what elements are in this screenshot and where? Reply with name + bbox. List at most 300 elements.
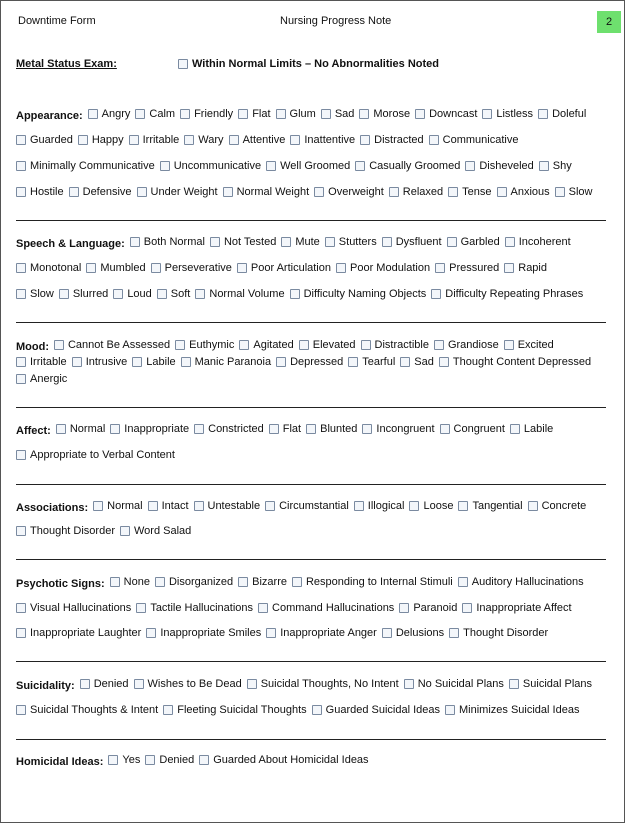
- checkbox[interactable]: [134, 679, 144, 689]
- checkbox[interactable]: [258, 603, 268, 613]
- option-label: Blunted: [320, 423, 358, 435]
- option-label: Thought Disorder: [30, 525, 115, 537]
- speech-option-not-tested[interactable]: [210, 235, 276, 249]
- speech-option-difficulty-naming-objects[interactable]: [290, 287, 427, 301]
- checkbox[interactable]: [336, 263, 346, 273]
- checkbox[interactable]: [86, 263, 96, 273]
- checkbox[interactable]: [238, 577, 248, 587]
- checkbox[interactable]: [16, 161, 26, 171]
- affect-option-appropriate-to-verbal-content[interactable]: [16, 448, 175, 462]
- associations-option-intact[interactable]: [148, 499, 189, 513]
- suicidality-option-guarded-suicidal-ideas[interactable]: [312, 703, 440, 717]
- speech-option-both-normal[interactable]: [130, 235, 205, 249]
- checkbox[interactable]: [431, 289, 441, 299]
- checkbox[interactable]: [462, 603, 472, 613]
- checkbox[interactable]: [299, 340, 309, 350]
- mood-option-distractible[interactable]: [361, 338, 429, 352]
- checkbox[interactable]: [434, 340, 444, 350]
- checkbox[interactable]: [505, 237, 515, 247]
- checkbox[interactable]: [132, 357, 142, 367]
- option-label: Labile: [146, 356, 176, 368]
- option-label: Bizarre: [252, 576, 287, 588]
- checkbox[interactable]: [137, 187, 147, 197]
- psychotic-option-delusions[interactable]: [382, 626, 444, 640]
- associations-option-tangential[interactable]: [458, 499, 522, 513]
- checkbox[interactable]: [415, 109, 425, 119]
- appearance-option-shy[interactable]: [539, 159, 572, 173]
- option-label: Morose: [373, 108, 411, 120]
- checkbox[interactable]: [180, 109, 190, 119]
- checkbox[interactable]: [382, 237, 392, 247]
- checkbox[interactable]: [237, 263, 247, 273]
- checkbox[interactable]: [146, 628, 156, 638]
- appearance-option-communicative[interactable]: [429, 133, 519, 147]
- checkbox[interactable]: [447, 237, 457, 247]
- suicidality-option-wishes-to-be-dead[interactable]: [134, 677, 242, 691]
- psychotic-option-inappropriate-laughter[interactable]: [16, 626, 141, 640]
- speech-option-slow[interactable]: [16, 287, 54, 301]
- mood-option-thought-content-depressed[interactable]: [439, 355, 591, 369]
- checkbox[interactable]: [382, 628, 392, 638]
- checkbox[interactable]: [276, 357, 286, 367]
- checkbox[interactable]: [155, 577, 165, 587]
- checkbox[interactable]: [113, 289, 123, 299]
- appearance-option-normal-weight[interactable]: [223, 185, 310, 199]
- option-label: Communicative: [442, 134, 519, 146]
- appearance-option-flat[interactable]: [238, 107, 270, 121]
- option-label: Pressured: [449, 262, 500, 274]
- checkbox[interactable]: [292, 577, 302, 587]
- suicidality-row: [16, 677, 597, 691]
- checkbox[interactable]: [265, 501, 275, 511]
- option-label: Illogical: [367, 500, 405, 512]
- checkbox[interactable]: [312, 705, 322, 715]
- affect-option-incongruent[interactable]: [362, 422, 434, 436]
- option-label: Minimally Communicative: [30, 160, 155, 172]
- option-label: Concrete: [541, 500, 587, 512]
- associations-option-thought-disorder[interactable]: [16, 524, 115, 538]
- appearance-option-calm[interactable]: [135, 107, 175, 121]
- suicidality-option-minimizes-suicidal-ideas[interactable]: [445, 703, 579, 717]
- checkbox[interactable]: [229, 135, 239, 145]
- checkbox[interactable]: [389, 187, 399, 197]
- checkbox[interactable]: [108, 755, 118, 765]
- psychotic-option-bizarre[interactable]: [238, 575, 287, 589]
- checkbox[interactable]: [555, 187, 565, 197]
- checkbox[interactable]: [16, 263, 26, 273]
- associations-option-illogical[interactable]: [354, 499, 405, 513]
- checkbox[interactable]: [440, 424, 450, 434]
- option-label: Relaxed: [402, 186, 444, 198]
- checkbox[interactable]: [348, 357, 358, 367]
- speech-option-poor-modulation[interactable]: [336, 261, 430, 275]
- psychotic-option-inappropriate-affect[interactable]: [462, 601, 571, 615]
- option-label: Tangential: [472, 500, 523, 512]
- homicidal-option-yes[interactable]: [108, 753, 140, 767]
- mood-option-elevated[interactable]: [299, 338, 356, 352]
- suicidality-option-suicidal-plans[interactable]: [509, 677, 592, 691]
- option-label: Guarded Suicidal Ideas: [325, 704, 441, 716]
- option-label: Monotonal: [30, 262, 82, 274]
- checkbox[interactable]: [88, 109, 98, 119]
- psychotic-option-thought-disorder[interactable]: [449, 626, 548, 640]
- speech-option-mumbled[interactable]: [86, 261, 145, 275]
- checkbox[interactable]: [400, 357, 410, 367]
- option-label: Stutters: [338, 236, 377, 248]
- mood-option-tearful[interactable]: [348, 355, 395, 369]
- checkbox[interactable]: [56, 424, 66, 434]
- appearance-option-guarded[interactable]: [16, 133, 73, 147]
- mood-option-excited[interactable]: [504, 338, 554, 352]
- checkbox[interactable]: [54, 340, 64, 350]
- checkbox[interactable]: [269, 424, 279, 434]
- option-label: Normal Volume: [209, 288, 285, 300]
- checkbox[interactable]: [290, 289, 300, 299]
- checkbox[interactable]: [210, 237, 220, 247]
- section-divider: [16, 739, 606, 740]
- appearance-option-anxious[interactable]: [497, 185, 550, 199]
- psychotic-option-inappropriate-anger[interactable]: [266, 626, 377, 640]
- checkbox[interactable]: [445, 705, 455, 715]
- suicidality-option-fleeting-suicidal-thoughts[interactable]: [163, 703, 306, 717]
- checkbox[interactable]: [16, 450, 26, 460]
- checkbox[interactable]: [16, 628, 26, 638]
- checkbox[interactable]: [135, 109, 145, 119]
- checkbox[interactable]: [148, 501, 158, 511]
- mood-option-anergic[interactable]: [16, 372, 67, 386]
- appearance-option-overweight[interactable]: [314, 185, 384, 199]
- option-label: Agitated: [253, 339, 294, 351]
- form-type-label: Downtime Form: [18, 15, 96, 27]
- checkbox[interactable]: [238, 109, 248, 119]
- affect-option-congruent[interactable]: [440, 422, 505, 436]
- section-divider: [16, 220, 606, 221]
- affect-option-constricted[interactable]: [194, 422, 264, 436]
- checkbox[interactable]: [355, 161, 365, 171]
- checkbox[interactable]: [435, 263, 445, 273]
- checkbox[interactable]: [465, 161, 475, 171]
- appearance-option-tense[interactable]: [448, 185, 491, 199]
- option-label: Word Salad: [134, 525, 192, 537]
- associations-option-normal[interactable]: [93, 499, 142, 513]
- checkbox[interactable]: [247, 679, 257, 689]
- checkbox[interactable]: [129, 135, 139, 145]
- appearance-option-slow[interactable]: [555, 185, 593, 199]
- mood-option-cannot-be-assessed[interactable]: [54, 338, 170, 352]
- option-label: Difficulty Repeating Phrases: [445, 288, 584, 300]
- checkbox[interactable]: [175, 340, 185, 350]
- appearance-option-under-weight[interactable]: [137, 185, 218, 199]
- speech-option-rapid[interactable]: [504, 261, 547, 275]
- checkbox[interactable]: [482, 109, 492, 119]
- option-label: Untestable: [207, 500, 261, 512]
- checkbox[interactable]: [429, 135, 439, 145]
- appearance-option-glum[interactable]: [276, 107, 316, 121]
- suicidality-option-suicidal-thoughts-no-intent[interactable]: [247, 677, 399, 691]
- checkbox[interactable]: [510, 424, 520, 434]
- appearance-option-morose[interactable]: [359, 107, 410, 121]
- checkbox[interactable]: [504, 263, 514, 273]
- checkbox[interactable]: [195, 289, 205, 299]
- wnl-checkbox[interactable]: [178, 59, 188, 69]
- checkbox[interactable]: [528, 501, 538, 511]
- checkbox[interactable]: [199, 755, 209, 765]
- checkbox[interactable]: [306, 424, 316, 434]
- option-label: Disorganized: [168, 576, 234, 588]
- psychotic-option-inappropriate-smiles[interactable]: [146, 626, 261, 640]
- checkbox[interactable]: [359, 109, 369, 119]
- psychotic-option-auditory-hallucinations[interactable]: [458, 575, 584, 589]
- checkbox[interactable]: [194, 424, 204, 434]
- option-label: Flat: [282, 423, 302, 435]
- checkbox[interactable]: [223, 187, 233, 197]
- appearance-option-wary[interactable]: [184, 133, 223, 147]
- checkbox[interactable]: [72, 357, 82, 367]
- option-label: Thought Disorder: [463, 627, 549, 639]
- checkbox[interactable]: [362, 424, 372, 434]
- appearance-option-doleful[interactable]: [538, 107, 586, 121]
- checkbox[interactable]: [399, 603, 409, 613]
- suicidality-label: Suicidality:: [16, 680, 75, 692]
- speech-row: [16, 261, 552, 275]
- option-label: Denied: [93, 678, 129, 690]
- checkbox[interactable]: [69, 187, 79, 197]
- speech-option-slurred[interactable]: [59, 287, 108, 301]
- affect-option-normal[interactable]: [56, 422, 105, 436]
- mood-option-grandiose[interactable]: [434, 338, 499, 352]
- option-label: Rapid: [518, 262, 547, 274]
- appearance-option-inattentive[interactable]: [290, 133, 355, 147]
- checkbox[interactable]: [409, 501, 419, 511]
- checkbox[interactable]: [266, 628, 276, 638]
- appearance-option-listless[interactable]: [482, 107, 533, 121]
- affect-option-inappropriate[interactable]: [110, 422, 189, 436]
- option-label: Inappropriate Anger: [280, 627, 377, 639]
- checkbox[interactable]: [361, 340, 371, 350]
- appearance-option-minimally-communicative[interactable]: [16, 159, 155, 173]
- checkbox[interactable]: [163, 705, 173, 715]
- speech-option-difficulty-repeating-phrases[interactable]: [431, 287, 583, 301]
- psychotic-option-none[interactable]: [110, 575, 150, 589]
- psychotic-option-responding-to-internal-stimuli[interactable]: [292, 575, 453, 589]
- checkbox[interactable]: [16, 374, 26, 384]
- option-label: Manic Paranoia: [194, 356, 272, 368]
- speech-option-garbled[interactable]: [447, 235, 500, 249]
- checkbox[interactable]: [59, 289, 69, 299]
- checkbox[interactable]: [290, 135, 300, 145]
- checkbox[interactable]: [145, 755, 155, 765]
- speech-option-incoherent[interactable]: [505, 235, 571, 249]
- option-label: Glum: [289, 108, 316, 120]
- checkbox[interactable]: [160, 161, 170, 171]
- speech-option-soft[interactable]: [157, 287, 191, 301]
- checkbox[interactable]: [314, 187, 324, 197]
- checkbox[interactable]: [321, 109, 331, 119]
- suicidality-option-denied[interactable]: [80, 677, 129, 691]
- option-label: Cannot Be Assessed: [67, 339, 171, 351]
- appearance-option-hostile[interactable]: [16, 185, 64, 199]
- checkbox[interactable]: [80, 679, 90, 689]
- speech-row: [16, 235, 576, 249]
- appearance-row: [16, 159, 577, 173]
- psychotic-label: Psychotic Signs:: [16, 578, 105, 590]
- homicidal-option-denied[interactable]: [145, 753, 194, 767]
- checkbox[interactable]: [16, 135, 26, 145]
- associations-option-loose[interactable]: [409, 499, 453, 513]
- option-label: Tense: [462, 186, 492, 198]
- appearance-row: [16, 133, 523, 147]
- mood-option-irritable[interactable]: [16, 355, 67, 369]
- option-label: Attentive: [242, 134, 286, 146]
- appearance-option-relaxed[interactable]: [389, 185, 443, 199]
- checkbox[interactable]: [497, 187, 507, 197]
- appearance-option-downcast[interactable]: [415, 107, 477, 121]
- appearance-option-irritable[interactable]: [129, 133, 180, 147]
- option-label: Excited: [517, 339, 554, 351]
- option-label: Wary: [198, 134, 224, 146]
- mood-option-labile[interactable]: [132, 355, 175, 369]
- checkbox[interactable]: [449, 628, 459, 638]
- checkbox[interactable]: [16, 603, 26, 613]
- homicidal-option-guarded-about-homicidal-ideas[interactable]: [199, 753, 368, 767]
- speech-option-loud[interactable]: [113, 287, 151, 301]
- suicidality-option-no-suicidal-plans[interactable]: [404, 677, 504, 691]
- homicidal-row: [16, 753, 374, 767]
- checkbox[interactable]: [78, 135, 88, 145]
- speech-option-dysfluent[interactable]: [382, 235, 442, 249]
- checkbox[interactable]: [110, 577, 120, 587]
- appearance-option-happy[interactable]: [78, 133, 124, 147]
- section-divider: [16, 322, 606, 323]
- option-label: Calm: [149, 108, 176, 120]
- psychotic-option-tactile-hallucinations[interactable]: [136, 601, 253, 615]
- option-label: Soft: [170, 288, 191, 300]
- checkbox[interactable]: [184, 135, 194, 145]
- checkbox[interactable]: [266, 161, 276, 171]
- checkbox[interactable]: [448, 187, 458, 197]
- speech-option-poor-articulation[interactable]: [237, 261, 331, 275]
- checkbox[interactable]: [136, 603, 146, 613]
- appearance-option-friendly[interactable]: [180, 107, 233, 121]
- checkbox[interactable]: [93, 501, 103, 511]
- speech-label: Speech & Language:: [16, 238, 125, 250]
- checkbox[interactable]: [539, 161, 549, 171]
- speech-option-monotonal[interactable]: [16, 261, 81, 275]
- option-label: Appropriate to Verbal Content: [30, 449, 175, 461]
- checkbox[interactable]: [181, 357, 191, 367]
- associations-option-concrete[interactable]: [528, 499, 587, 513]
- checkbox[interactable]: [120, 526, 130, 536]
- checkbox[interactable]: [16, 187, 26, 197]
- checkbox[interactable]: [16, 289, 26, 299]
- mood-option-sad[interactable]: [400, 355, 434, 369]
- affect-option-flat[interactable]: [269, 422, 301, 436]
- mood-option-agitated[interactable]: [239, 338, 293, 352]
- option-label: Downcast: [429, 108, 478, 120]
- checkbox[interactable]: [194, 501, 204, 511]
- checkbox[interactable]: [151, 263, 161, 273]
- option-label: Casually Groomed: [369, 160, 461, 172]
- associations-option-untestable[interactable]: [194, 499, 261, 513]
- appearance-option-well-groomed[interactable]: [266, 159, 350, 173]
- associations-option-circumstantial[interactable]: [265, 499, 349, 513]
- checkbox[interactable]: [276, 109, 286, 119]
- appearance-option-distracted[interactable]: [360, 133, 424, 147]
- checkbox[interactable]: [110, 424, 120, 434]
- checkbox[interactable]: [509, 679, 519, 689]
- checkbox[interactable]: [439, 357, 449, 367]
- appearance-option-defensive[interactable]: [69, 185, 132, 199]
- option-label: Inappropriate: [124, 423, 190, 435]
- mood-option-manic-paranoia[interactable]: [181, 355, 271, 369]
- appearance-row: [16, 107, 591, 121]
- checkbox[interactable]: [130, 237, 140, 247]
- checkbox[interactable]: [157, 289, 167, 299]
- option-label: Uncommunicative: [173, 160, 262, 172]
- checkbox[interactable]: [504, 340, 514, 350]
- appearance-option-attentive[interactable]: [229, 133, 286, 147]
- checkbox[interactable]: [16, 705, 26, 715]
- associations-row: [16, 499, 591, 513]
- checkbox[interactable]: [360, 135, 370, 145]
- checkbox[interactable]: [354, 501, 364, 511]
- option-label: Dysfluent: [395, 236, 442, 248]
- checkbox[interactable]: [538, 109, 548, 119]
- option-label: Congruent: [453, 423, 505, 435]
- affect-option-labile[interactable]: [510, 422, 553, 436]
- checkbox[interactable]: [16, 357, 26, 367]
- appearance-option-uncommunicative[interactable]: [160, 159, 261, 173]
- checkbox[interactable]: [239, 340, 249, 350]
- option-label: Loud: [127, 288, 152, 300]
- speech-option-pressured[interactable]: [435, 261, 499, 275]
- affect-option-blunted[interactable]: [306, 422, 357, 436]
- speech-option-normal-volume[interactable]: [195, 287, 284, 301]
- mood-option-euthymic[interactable]: [175, 338, 234, 352]
- speech-option-mute[interactable]: [281, 235, 319, 249]
- mood-option-depressed[interactable]: [276, 355, 343, 369]
- option-label: Wishes to Be Dead: [147, 678, 242, 690]
- checkbox[interactable]: [281, 237, 291, 247]
- mood-option-intrusive[interactable]: [72, 355, 128, 369]
- checkbox[interactable]: [458, 577, 468, 587]
- checkbox[interactable]: [458, 501, 468, 511]
- psychotic-option-command-hallucinations[interactable]: [258, 601, 394, 615]
- appearance-option-angry[interactable]: [88, 107, 131, 121]
- option-label: Euthymic: [189, 339, 235, 351]
- speech-option-stutters[interactable]: [325, 235, 377, 249]
- psychotic-option-disorganized[interactable]: [155, 575, 233, 589]
- option-label: Sad: [334, 108, 355, 120]
- appearance-row: [16, 185, 598, 199]
- option-label: Anxious: [510, 186, 550, 198]
- appearance-option-sad[interactable]: [321, 107, 355, 121]
- psychotic-option-visual-hallucinations[interactable]: [16, 601, 131, 615]
- checkbox[interactable]: [16, 526, 26, 536]
- checkbox[interactable]: [325, 237, 335, 247]
- appearance-option-disheveled[interactable]: [465, 159, 533, 173]
- mood-row: [16, 355, 596, 369]
- checkbox[interactable]: [404, 679, 414, 689]
- option-label: No Suicidal Plans: [417, 678, 504, 690]
- option-label: Intact: [161, 500, 189, 512]
- appearance-option-casually-groomed[interactable]: [355, 159, 460, 173]
- psychotic-option-paranoid[interactable]: [399, 601, 457, 615]
- associations-option-word-salad[interactable]: [120, 524, 191, 538]
- speech-option-perseverative[interactable]: [151, 261, 232, 275]
- wnl-option[interactable]: [178, 57, 439, 71]
- suicidality-option-suicidal-thoughts-and-intent[interactable]: [16, 703, 158, 717]
